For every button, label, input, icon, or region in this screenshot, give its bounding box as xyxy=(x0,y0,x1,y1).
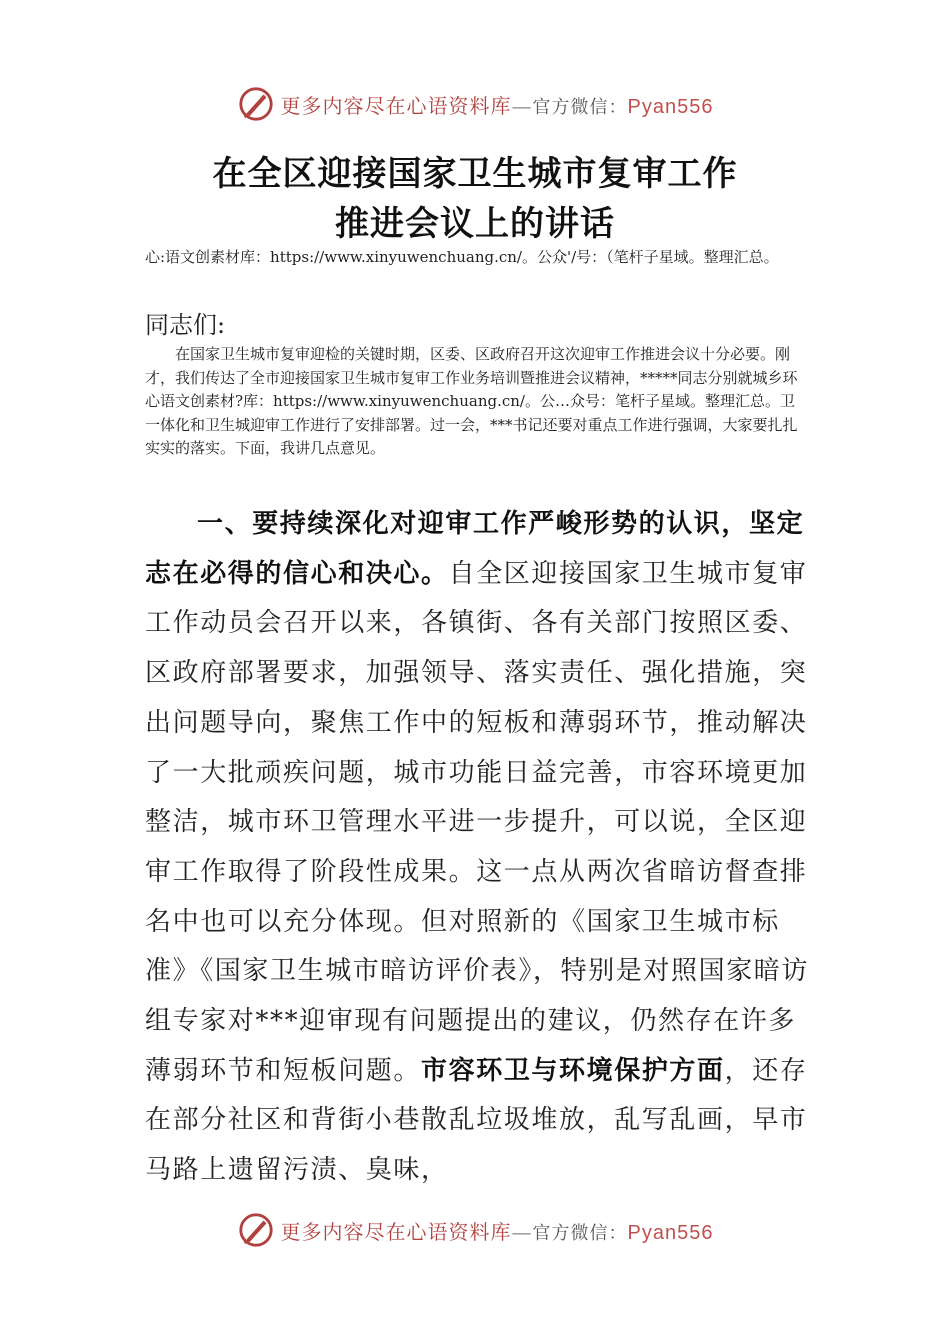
banner-text xyxy=(281,90,714,119)
banner-separator: — xyxy=(511,1219,533,1244)
banner-separator: — xyxy=(511,93,533,118)
section1-text1: 自全区迎接国家卫生城市复审工作动员会召开以来，各镇街、各有关部门按照区委、区政府部署要求，加强领导、落实责任、强化措施，突出问题导向，聚焦工作中的短板和薄弱环节，推动解决了一大批顽疾问题，城市功能日益完善，市容环境更加整洁，城市环卫管理水平进一步提升，可以说，全区迎审工作取得了阶段性成果。这一点从两次省暗访督查排名中也可以充分体现。但对照新的《国家卫生城市标准》《国家卫生城市暗访评价表》，特别是对照国家暗访组专家对***迎审现有问题提出的建议，仍然存在许多薄弱环节和短板问题。 xyxy=(145,558,810,1086)
section1-paragraph xyxy=(145,500,817,1196)
banner-brand: 更多内容尽在心语资料库 xyxy=(280,1219,512,1244)
brand-logo-icon xyxy=(237,85,275,123)
top-banner xyxy=(0,84,950,124)
banner-label: 官方微信： xyxy=(532,96,628,118)
document-title-line2: 推进会议上的讲话 xyxy=(335,204,615,244)
bottom-banner xyxy=(0,1210,950,1250)
section1-subheading: 市容环卫与环境保护方面 xyxy=(421,1055,725,1086)
section1-heading: 一、要持续深化对迎审工作严峻形势的认识，坚定志在必得的信心和决心。 xyxy=(145,509,805,589)
source-note: 心:语文创素材库：https://www.xinyuwenchuang.cn/。公众'/号：（笔杆子星域。整理汇总。 xyxy=(145,248,779,266)
banner-label: 官方微信： xyxy=(532,1222,628,1244)
intro-paragraph: 在国家卫生城市复审迎检的关键时期，区委、区政府召开这次迎审工作推进会议十分必要。刚才，我们传达了全市迎接国家卫生城市复审工作业务培训暨推进会议精神，*****同志分别就城乡环心语文创素材?库：https://www.xinyuwenchuang.cn/。公…众号：笔杆子星域。整理汇总。卫一体化和卫生城迎审工作进行了安排部署。过一会，***书记还要对重点工作进行强调，大家要扎扎实实的落实。下面，我讲几点意见。 xyxy=(145,345,798,457)
section1-text2: ，还存在部分社区和背街小巷散乱垃圾堆放，乱写乱画，早市马路上遗留污渍、臭味， xyxy=(145,1055,808,1186)
banner-wechat-id: Pyan556 xyxy=(627,1221,714,1244)
document-title-line1: 在全区迎接国家卫生城市复审工作 xyxy=(212,154,738,194)
greeting: 同志们: xyxy=(145,311,226,339)
banner-brand: 更多内容尽在心语资料库 xyxy=(280,93,512,118)
banner-text xyxy=(281,1216,714,1245)
brand-logo-icon xyxy=(237,1211,275,1249)
banner-wechat-id: Pyan556 xyxy=(627,95,714,118)
